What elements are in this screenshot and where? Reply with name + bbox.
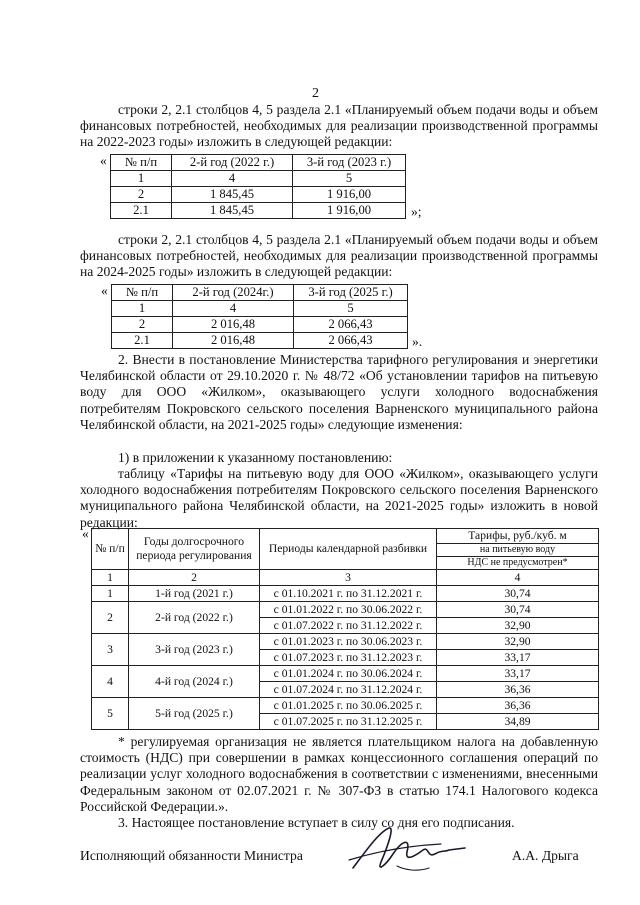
table-cell: 5 [294, 301, 408, 317]
column-number-row [92, 570, 599, 586]
table-cell: 2 066,43 [294, 333, 408, 349]
table-row [92, 698, 599, 714]
row-tariff: 36,36 [437, 698, 599, 714]
row-period: с 01.01.2025 г. по 30.06.2025 г. [260, 698, 437, 714]
table-header-row [92, 529, 599, 544]
table-header-cell: № п/п [111, 155, 172, 171]
column-number: 2 [129, 570, 260, 586]
table-cell: 1 845,45 [172, 203, 293, 219]
table-cell: 1 845,45 [172, 187, 293, 203]
table-row [112, 301, 408, 317]
header-periods: Периоды календарной разбивки [260, 529, 437, 570]
table-row [92, 666, 599, 682]
table2-open-quote: « [101, 283, 108, 298]
row-tariff: 33,17 [437, 650, 599, 666]
table-cell: 1 916,00 [293, 203, 406, 219]
table-cell: 2 066,43 [294, 317, 408, 333]
row-tariff: 30,74 [437, 586, 599, 602]
paragraph-4: 1) в приложении к указанному постановлению: [118, 450, 393, 465]
table-cell: 2 016,48 [173, 333, 294, 349]
row-year: 1-й год (2021 г.) [129, 586, 260, 602]
table1-close-mark: »; [411, 204, 422, 219]
table-row [92, 634, 599, 650]
table-cell: 1 [112, 301, 173, 317]
table-cell: 4 [173, 301, 294, 317]
table-cell: 1 [111, 171, 172, 187]
row-tariff: 34,89 [437, 714, 599, 730]
signatory-position: Исполняющий обязанности Министра [80, 848, 303, 863]
row-period: с 01.01.2023 г. по 30.06.2023 г. [260, 634, 437, 650]
row-number: 1 [92, 586, 129, 602]
row-year: 4-й год (2024 г.) [129, 666, 260, 698]
row-tariff: 32,90 [437, 618, 599, 634]
table-cell: 1 916,00 [293, 187, 406, 203]
table-row [112, 317, 408, 333]
header-vat: НДС не предусмотрен* [437, 557, 599, 570]
table-cell: 4 [172, 171, 293, 187]
row-year: 3-й год (2023 г.) [129, 634, 260, 666]
table2-close-mark: ». [412, 334, 423, 349]
table-header-cell: № п/п [112, 285, 173, 301]
header-water: на питьевую воду [437, 544, 599, 557]
signatory-name: А.А. Дрыга [512, 848, 579, 863]
paragraph-2: строки 2, 2.1 столбцов 4, 5 раздела 2.1 «Планируемый объем подачи воды и объем финансовых потребностей, необходимых для реализации производственной программы на 2024-2025 годы» изложить в следующей редакции: [80, 232, 598, 280]
table1-open-quote: « [100, 153, 107, 168]
row-period: с 01.07.2024 г. по 31.12.2024 г. [260, 682, 437, 698]
table-header-cell: 2-й год (2024г.) [173, 285, 294, 301]
table-cell: 2 [111, 187, 172, 203]
table-row [111, 203, 406, 219]
column-number: 4 [437, 570, 599, 586]
handwritten-signature [345, 822, 475, 878]
row-number: 4 [92, 666, 129, 698]
row-number: 3 [92, 634, 129, 666]
header-years: Годы долгосрочного периода регулирования [129, 529, 260, 570]
table-3 [91, 528, 599, 730]
row-tariff: 32,90 [437, 634, 599, 650]
paragraph-5: таблицу «Тарифы на питьевую воду для ООО «Жилком», оказывающего услуги холодного водоснабжения потребителям Покровского сельского поселения Варненского муниципального района Челябинской области, на 2021-2025 годы» изложить в новой редакции: [80, 466, 598, 530]
table-header-cell: 3-й год (2025 г.) [294, 285, 408, 301]
table-header-row [111, 155, 406, 171]
table-header-cell: 3-й год (2023 г.) [293, 155, 406, 171]
page-number: 2 [312, 86, 319, 101]
table-row [111, 171, 406, 187]
table-1 [110, 154, 406, 219]
paragraph-6: 3. Настоящее постановление вступает в силу со дня его подписания. [118, 815, 515, 830]
table-row [92, 602, 599, 618]
table-cell: 2 016,48 [173, 317, 294, 333]
table-row [92, 586, 599, 602]
column-number: 1 [92, 570, 129, 586]
row-period: с 01.07.2022 г. по 31.12.2022 г. [260, 618, 437, 634]
row-period: с 01.07.2023 г. по 31.12.2023 г. [260, 650, 437, 666]
row-year: 2-й год (2022 г.) [129, 602, 260, 634]
row-period: с 01.07.2025 г. по 31.12.2025 г. [260, 714, 437, 730]
paragraph-3: 2. Внести в постановление Министерства тарифного регулирования и энергетики Челябинской области от 29.10.2020 г. № 48/72 «Об установлении тарифов на питьевую воду для ООО «Жилком», оказывающего услуги холодного водоснабжения потребителям Покровского сельского поселения Варненского муниципального района Челябинской области, на 2021-2025 годы» следующие изменения: [80, 352, 598, 432]
row-year: 5-й год (2025 г.) [129, 698, 260, 730]
row-tariff: 30,74 [437, 602, 599, 618]
table-cell: 2 [112, 317, 173, 333]
row-tariff: 36,36 [437, 682, 599, 698]
row-number: 5 [92, 698, 129, 730]
table-cell: 2.1 [111, 203, 172, 219]
footnote: * регулируемая организация не является плательщиком налога на добавленную стоимость (НДС) при совершении в рамках концессионного соглашения операций по реализации услуг холодного водоснабжения в соответствии с изменениями, внесенными Федеральным законом от 02.07.2021 г. № 307-ФЗ в статью 174.1 Налогового кодекса Российской Федерации.». [80, 734, 598, 814]
row-period: с 01.01.2022 г. по 30.06.2022 г. [260, 602, 437, 618]
paragraph-1: строки 2, 2.1 столбцов 4, 5 раздела 2.1 «Планируемый объем подачи воды и объем финансовых потребностей, необходимых для реализации производственной программы на 2022-2023 годы» изложить в следующей редакции: [80, 102, 598, 150]
table-2 [111, 284, 408, 349]
header-number: № п/п [92, 529, 129, 570]
table-row [112, 333, 408, 349]
table3-open-quote: « [82, 526, 89, 541]
row-number: 2 [92, 602, 129, 634]
header-tariffs: Тарифы, руб./куб. м [437, 529, 599, 544]
row-period: с 01.10.2021 г. по 31.12.2021 г. [260, 586, 437, 602]
table-cell: 2.1 [112, 333, 173, 349]
row-period: с 01.01.2024 г. по 30.06.2024 г. [260, 666, 437, 682]
column-number: 3 [260, 570, 437, 586]
table-header-cell: 2-й год (2022 г.) [172, 155, 293, 171]
table-cell: 5 [293, 171, 406, 187]
table-header-row [112, 285, 408, 301]
table-row [111, 187, 406, 203]
row-tariff: 33,17 [437, 666, 599, 682]
